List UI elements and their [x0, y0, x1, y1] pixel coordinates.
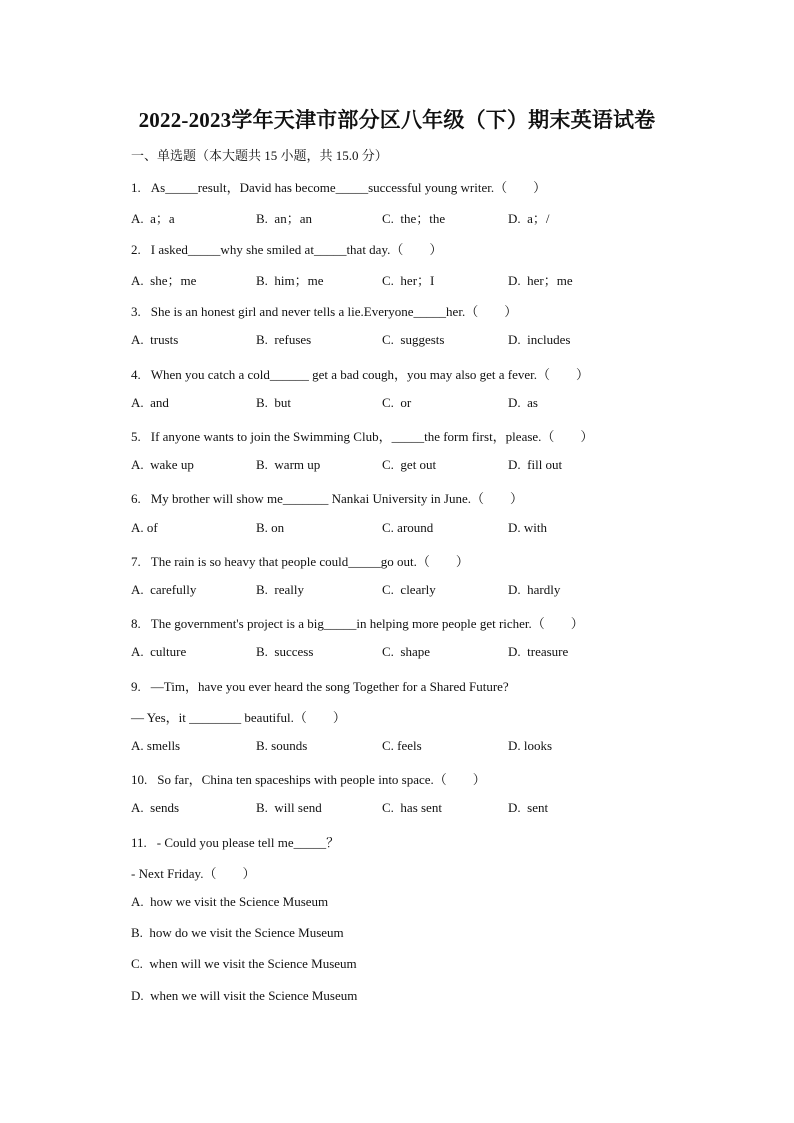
option-d: D. a；/ — [508, 211, 550, 226]
option-a: A. how we visit the Science Museum — [131, 894, 329, 909]
question-number: 3. — [131, 304, 141, 319]
option-c: C. get out — [382, 457, 437, 472]
option-c: C. when will we visit the Science Museum — [131, 956, 357, 971]
question-text: So far，China ten spaceships with people into space.（ ） — [157, 772, 486, 787]
page-title: 2022-2023学年天津市部分区八年级（下）期末英语试卷 — [138, 108, 656, 132]
question-number: 5. — [131, 429, 141, 444]
option-c: C. suggests — [382, 332, 445, 347]
option-c: C. around — [382, 520, 434, 535]
option-c: C. feels — [382, 738, 422, 753]
question-text: —Tim，have you ever heard the song Together for a Shared Future? — [150, 679, 509, 694]
option-a: A. of — [131, 520, 158, 535]
question-text: When you catch a cold______ get a bad cough，you may also get a fever.（ ） — [150, 367, 590, 382]
option-a: A. wake up — [131, 457, 194, 472]
question-number: 7. — [131, 554, 141, 569]
option-b: B. how do we visit the Science Museum — [131, 925, 344, 940]
option-a: A. and — [131, 395, 169, 410]
option-d: D. with — [508, 520, 547, 535]
option-d: D. sent — [508, 800, 549, 815]
option-c: C. shape — [382, 644, 431, 659]
section-heading: 一、单选题（本大题共 15 小题，共 15.0 分） — [131, 148, 388, 163]
option-d: D. looks — [508, 738, 553, 753]
question-7 — [131, 551, 469, 570]
options-row-1 — [131, 208, 691, 226]
options-row-4 — [131, 395, 691, 413]
options-row-7 — [131, 582, 691, 600]
option-d: D. includes — [508, 332, 571, 347]
question-2 — [131, 239, 442, 258]
option-a: A. a；a — [131, 211, 175, 226]
option-c: C. or — [382, 395, 412, 410]
question-text: If anyone wants to join the Swimming Club，_____the form first，please.（ ） — [150, 429, 594, 444]
options-row-9 — [131, 738, 691, 756]
options-row-10 — [131, 800, 691, 818]
options-row-3 — [131, 332, 691, 350]
option-b: B. sounds — [256, 738, 308, 753]
option-c: C. the；the — [382, 211, 446, 226]
option-d: D. her；me — [508, 273, 573, 288]
question-4 — [131, 364, 589, 383]
options-row-6 — [131, 520, 691, 538]
options-row-5 — [131, 457, 691, 475]
option-a: A. smells — [131, 738, 181, 753]
question-text: My brother will show me_______ Nankai University in June.（ ） — [150, 491, 524, 506]
option-a: A. trusts — [131, 332, 179, 347]
option-d: D. hardly — [508, 582, 561, 597]
question-3 — [131, 301, 517, 320]
question-number: 2. — [131, 242, 141, 257]
question-9 — [131, 676, 509, 695]
option-b: B. him；me — [256, 273, 324, 288]
question-11-reply: - Next Friday.（ ） — [131, 866, 256, 881]
question-text: The rain is so heavy that people could_____go out.（ ） — [150, 554, 469, 569]
question-1 — [131, 177, 546, 196]
question-text: I asked_____why she smiled at_____that day.（ ） — [150, 242, 443, 257]
option-b: B. an；an — [256, 211, 312, 226]
option-a: A. she；me — [131, 273, 197, 288]
option-d: D. as — [508, 395, 538, 410]
question-11 — [131, 832, 339, 851]
question-number: 10. — [131, 772, 148, 787]
question-8 — [131, 613, 584, 632]
question-6 — [131, 488, 523, 507]
option-d: D. when we will visit the Science Museum — [131, 988, 358, 1003]
option-b: B. refuses — [256, 332, 312, 347]
option-b: B. will send — [256, 800, 322, 815]
options-row-8 — [131, 644, 691, 662]
question-text: She is an honest girl and never tells a lie.Everyone_____her.（ ） — [150, 304, 518, 319]
option-b: B. success — [256, 644, 314, 659]
options-row-2 — [131, 270, 691, 288]
option-c: C. has sent — [382, 800, 442, 815]
option-b: B. warm up — [256, 457, 321, 472]
question-10 — [131, 769, 486, 788]
option-a: A. carefully — [131, 582, 197, 597]
question-5 — [131, 426, 593, 445]
question-text: As_____result，David has become_____successful young writer.（ ） — [150, 180, 547, 195]
option-d: D. fill out — [508, 457, 563, 472]
option-d: D. treasure — [508, 644, 569, 659]
option-c: C. her；I — [382, 273, 435, 288]
question-number: 8. — [131, 616, 141, 631]
question-number: 9. — [131, 679, 141, 694]
option-a: A. sends — [131, 800, 180, 815]
option-a: A. culture — [131, 644, 187, 659]
question-text: The government's project is a big_____in helping more people get richer.（ ） — [150, 616, 584, 631]
option-c: C. clearly — [382, 582, 436, 597]
question-number: 11. — [131, 835, 147, 850]
question-9-reply: — Yes，it ________ beautiful.（ ） — [131, 710, 346, 725]
option-b: B. on — [256, 520, 285, 535]
option-b: B. but — [256, 395, 292, 410]
option-b: B. really — [256, 582, 305, 597]
question-text: - Could you please tell me_____？ — [156, 835, 340, 850]
question-number: 4. — [131, 367, 141, 382]
question-number: 6. — [131, 491, 141, 506]
question-number: 1. — [131, 180, 141, 195]
